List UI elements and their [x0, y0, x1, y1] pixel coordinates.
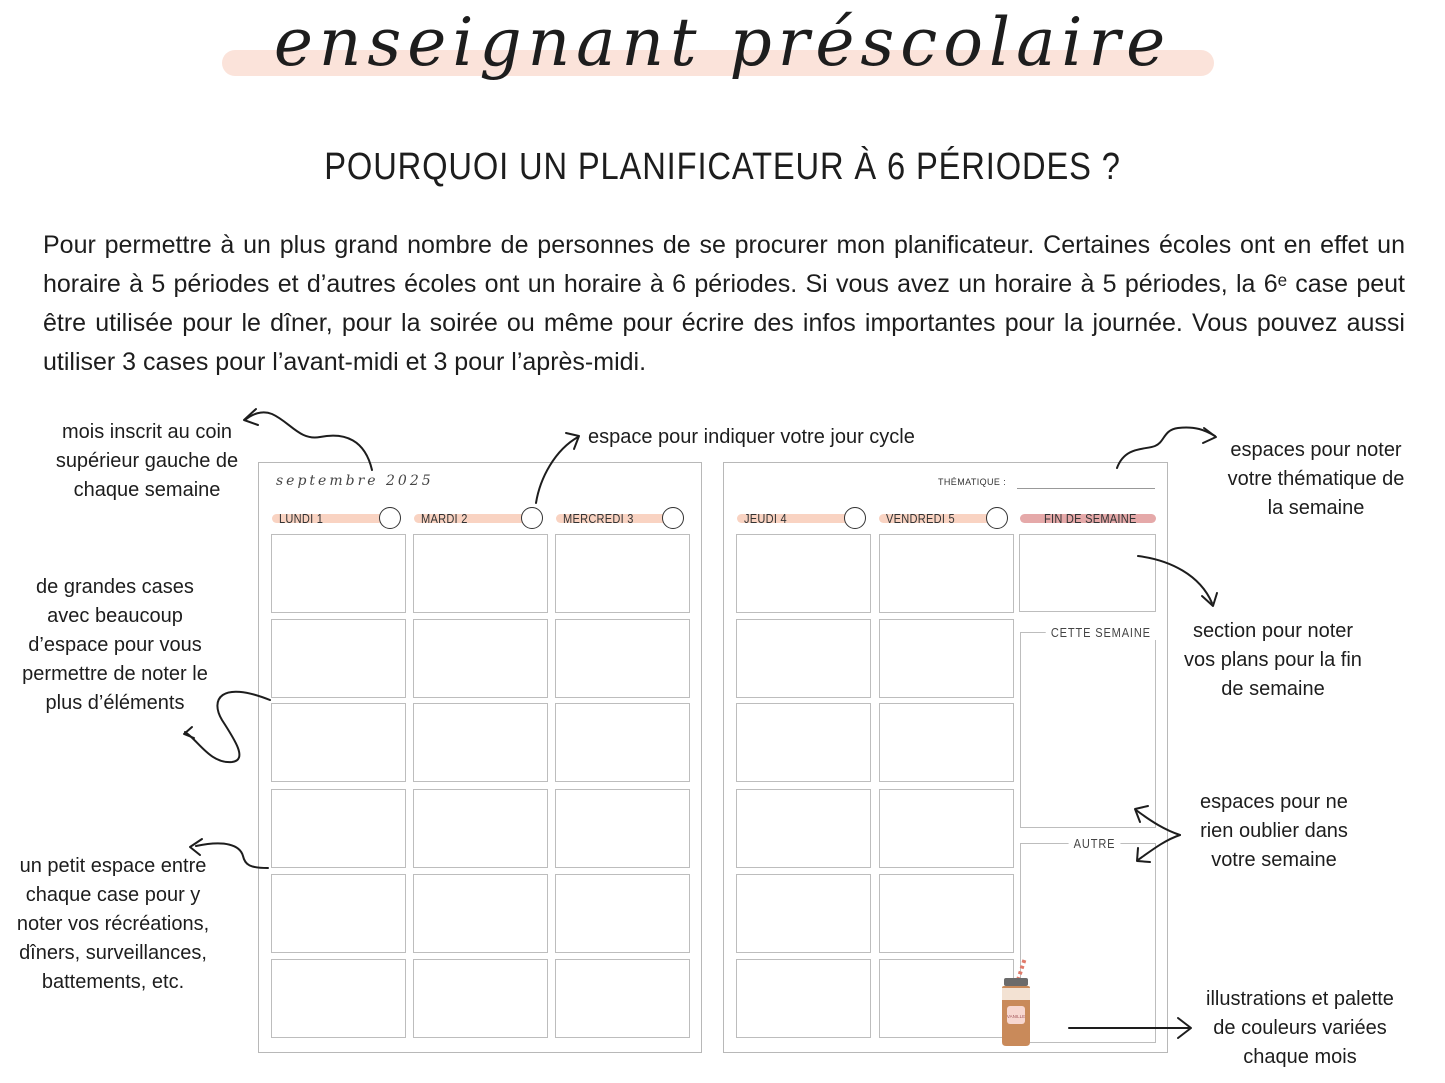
annotation-small-space: un petit espace entre chaque case pour y noter vos récréations, dîners, surveillances, battements, etc. [16, 855, 210, 993]
arrow-dont-forget-down [1138, 835, 1180, 860]
intro-paragraph: Pour permettre à un plus grand nombre de personnes de se procurer mon planificateur. Certaines écoles ont en effet un horaire à 5 périodes et d’autres écoles ont un horaire à 6 périodes. Si vous avez un horaire à 5 périodes, la 6ᵉ case peut être utilisée pour le dîner, pour la soirée ou même pour écrire des infos importantes pour la journée. Vous pouvez aussi utiliser 3 cases pour l’avant-midi et 3 pour l’après-midi. [43, 231, 1405, 376]
annotation-weekend-section: section pour noter vos plans pour la fin de semaine [1184, 620, 1362, 700]
annotation-dont-forget: espaces pour ne rien oublier dans votre semaine [1200, 791, 1348, 871]
arrow-weekend [1138, 556, 1212, 603]
arrow-month-corner [245, 412, 372, 470]
day-label-weekend: FIN DE SEMAINE [1044, 511, 1137, 526]
planner-month: septembre 2025 [276, 473, 434, 489]
page-title: enseignant préscolaire [273, 4, 1172, 81]
other-title: AUTRE [1069, 836, 1121, 851]
theme-label: THÉMATIQUE : [938, 477, 1007, 487]
arrow-small-space [196, 843, 268, 868]
annotation-month-corner: mois inscrit au coin supérieur gauche de chaque semaine [55, 421, 239, 501]
arrow-theme [1117, 427, 1215, 468]
day-label-thursday: JEUDI 4 [744, 511, 787, 526]
annotation-big-boxes: de grandes cases avec beaucoup d’espace pour vous permettre de noter le plus d’éléments [22, 576, 208, 714]
arrow-dont-forget-up [1136, 810, 1180, 835]
day-label-monday: LUNDI 1 [279, 511, 324, 526]
arrow-big-boxes [185, 692, 270, 762]
annotation-theme-space: espaces pour noter votre thématique de la semaine [1227, 439, 1405, 519]
day-label-friday: VENDREDI 5 [886, 511, 955, 526]
day-label-tuesday: MARDI 2 [421, 511, 468, 526]
arrowhead-small-space [190, 839, 202, 855]
annotation-illustrations: illustrations et palette de couleurs variées chaque mois [1206, 988, 1394, 1068]
jar-label-text: VANILLE [1006, 1014, 1026, 1019]
annotation-cycle-day: espace pour indiquer votre jour cycle [588, 426, 915, 448]
this-week-title: CETTE SEMAINE [1046, 625, 1156, 640]
page-subtitle: POURQUOI UN PLANIFICATEUR À 6 PÉRIODES ? [324, 146, 1121, 188]
day-label-wednesday: MERCREDI 3 [563, 511, 634, 526]
arrow-cycle-day [536, 437, 578, 503]
arrowhead-big-boxes [184, 727, 194, 738]
arrowhead-month-corner [244, 409, 258, 425]
